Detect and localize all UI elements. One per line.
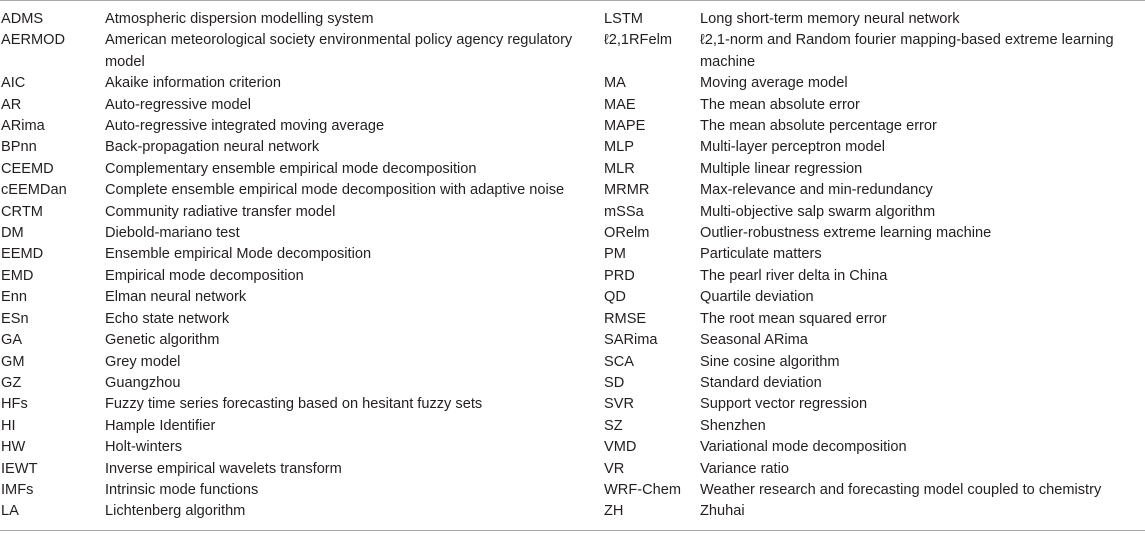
definition-right: Sine cosine algorithm xyxy=(700,353,840,370)
definition-right: Variational mode decomposition xyxy=(700,439,907,456)
abbreviation-right: SARima xyxy=(604,332,658,349)
table-row xyxy=(0,159,1145,180)
definition-left: Back-propagation neural network xyxy=(105,139,320,156)
definition-right: Multiple linear regression xyxy=(700,160,863,177)
definition-right: Seasonal ARima xyxy=(700,332,808,349)
definition-left: Akaike information criterion xyxy=(105,75,282,92)
definition-right: Multi-layer perceptron model xyxy=(700,139,885,156)
table-row xyxy=(0,137,1145,158)
abbreviation-right: SVR xyxy=(604,396,635,413)
definition-right: Zhuhai xyxy=(700,503,745,520)
definition-left: Empirical mode decomposition xyxy=(105,267,304,284)
table-row xyxy=(0,394,1145,415)
definition-left: American meteorological society environmental policy agency regulatory model xyxy=(105,32,573,70)
definition-left: Atmospheric dispersion modelling system xyxy=(105,11,374,27)
abbreviation-right: mSSa xyxy=(604,203,644,220)
abbreviation-right: PM xyxy=(604,246,626,263)
abbreviation-left: HFs xyxy=(1,396,28,413)
abbreviation-right: ℓ2,1RFelm xyxy=(604,32,672,49)
table-row xyxy=(0,459,1145,480)
table-row xyxy=(0,501,1145,530)
abbreviation-right: MRMR xyxy=(604,182,650,199)
table-row xyxy=(0,116,1145,137)
abbreviation-left: IMFs xyxy=(1,481,34,498)
abbreviation-right: RMSE xyxy=(604,310,647,327)
definition-right: Long short-term memory neural network xyxy=(700,11,960,27)
abbreviation-left: AIC xyxy=(1,75,26,92)
abbreviation-right: MAE xyxy=(604,96,636,113)
definition-left: Complete ensemble empirical mode decomposition with adaptive noise xyxy=(105,182,565,199)
abbreviation-right: VR xyxy=(604,460,625,477)
abbreviation-right: QD xyxy=(604,289,626,306)
table-row xyxy=(0,416,1145,437)
definition-left: Auto-regressive model xyxy=(105,96,252,113)
table-row xyxy=(0,73,1145,94)
abbreviation-right: ORelm xyxy=(604,225,650,242)
abbreviation-left: BPnn xyxy=(1,139,37,156)
definition-right: Support vector regression xyxy=(700,396,868,413)
abbreviation-left: AERMOD xyxy=(1,32,66,49)
abbreviations-body xyxy=(0,1,1145,531)
abbreviation-right: MA xyxy=(604,75,626,92)
table-row xyxy=(0,1,1145,31)
table-row xyxy=(0,373,1145,394)
abbreviation-left: EEMD xyxy=(1,246,44,263)
abbreviation-right: MAPE xyxy=(604,118,646,135)
abbreviation-left: CEEMD xyxy=(1,160,54,177)
abbreviation-left: DM xyxy=(1,225,24,242)
table-row xyxy=(0,244,1145,265)
definition-right: Max-relevance and min-redundancy xyxy=(700,182,933,199)
abbreviation-left: ESn xyxy=(1,310,29,327)
abbreviation-right: VMD xyxy=(604,439,637,456)
definition-left: Echo state network xyxy=(105,310,230,327)
definition-left: Guangzhou xyxy=(105,374,181,391)
abbreviation-right: SZ xyxy=(604,417,623,434)
table-row xyxy=(0,30,1145,73)
definition-left: Diebold-mariano test xyxy=(105,225,240,242)
definition-left: Grey model xyxy=(105,353,181,370)
table-row xyxy=(0,437,1145,458)
abbreviation-left: HW xyxy=(1,439,26,456)
definition-left: Elman neural network xyxy=(105,289,247,306)
abbreviation-left: GZ xyxy=(1,374,22,391)
definition-right: Particulate matters xyxy=(700,246,822,263)
abbreviation-right: SD xyxy=(604,374,625,391)
table-row xyxy=(0,330,1145,351)
abbreviation-left: ADMS xyxy=(1,11,44,27)
definition-right: The pearl river delta in China xyxy=(700,267,888,284)
table-row xyxy=(0,180,1145,201)
definition-left: Community radiative transfer model xyxy=(105,203,336,220)
definition-left: Fuzzy time series forecasting based on hesitant fuzzy sets xyxy=(105,396,483,413)
abbreviation-left: GM xyxy=(1,353,25,370)
definition-left: Ensemble empirical Mode decomposition xyxy=(105,246,372,263)
definition-right: Standard deviation xyxy=(700,374,822,391)
definition-left: Lichtenberg algorithm xyxy=(105,503,246,520)
abbreviation-left: LA xyxy=(1,503,19,520)
definition-right: Quartile deviation xyxy=(700,289,814,306)
table-row xyxy=(0,95,1145,116)
definition-right: Shenzhen xyxy=(700,417,766,434)
definition-left: Genetic algorithm xyxy=(105,332,220,349)
abbreviation-right: PRD xyxy=(604,267,635,284)
abbreviation-left: IEWT xyxy=(1,460,38,477)
definition-right: Variance ratio xyxy=(700,460,789,477)
table-row xyxy=(0,309,1145,330)
abbreviation-right: MLR xyxy=(604,160,635,177)
definition-left: Inverse empirical wavelets transform xyxy=(105,460,342,477)
definition-right: The root mean squared error xyxy=(700,310,887,327)
definition-left: Complementary ensemble empirical mode decomposition xyxy=(105,160,477,177)
definition-right: Outlier-robustness extreme learning machine xyxy=(700,225,992,242)
definition-right: Weather research and forecasting model coupled to chemistry xyxy=(700,481,1102,498)
abbreviation-right: ZH xyxy=(604,503,624,520)
table-row xyxy=(0,352,1145,373)
abbreviation-right: LSTM xyxy=(604,11,643,27)
definition-right: Multi-objective salp swarm algorithm xyxy=(700,203,936,220)
abbreviation-left: CRTM xyxy=(1,203,43,220)
definition-right: The mean absolute percentage error xyxy=(700,118,937,135)
table-row xyxy=(0,480,1145,501)
abbreviation-left: EMD xyxy=(1,267,34,284)
abbreviation-left: HI xyxy=(1,417,16,434)
table-row xyxy=(0,202,1145,223)
abbreviation-right: MLP xyxy=(604,139,635,156)
definition-right: ℓ2,1-norm and Random fourier mapping-based extreme learning machine xyxy=(700,32,1114,70)
abbreviation-left: AR xyxy=(1,96,22,113)
definition-right: The mean absolute error xyxy=(700,96,860,113)
abbreviation-right: SCA xyxy=(604,353,635,370)
table-row xyxy=(0,266,1145,287)
table-row xyxy=(0,223,1145,244)
abbreviation-left: Enn xyxy=(1,289,27,306)
definition-right: Moving average model xyxy=(700,75,848,92)
definition-left: Hample Identifier xyxy=(105,417,216,434)
definition-left: Intrinsic mode functions xyxy=(105,481,259,498)
table-row xyxy=(0,287,1145,308)
abbreviation-left: ARima xyxy=(1,118,45,135)
abbreviation-left: GA xyxy=(1,332,23,349)
definition-left: Auto-regressive integrated moving average xyxy=(105,118,385,135)
abbreviation-right: WRF-Chem xyxy=(604,481,682,498)
definition-left: Holt-winters xyxy=(105,439,183,456)
abbreviation-left: cEEMDan xyxy=(1,182,67,199)
